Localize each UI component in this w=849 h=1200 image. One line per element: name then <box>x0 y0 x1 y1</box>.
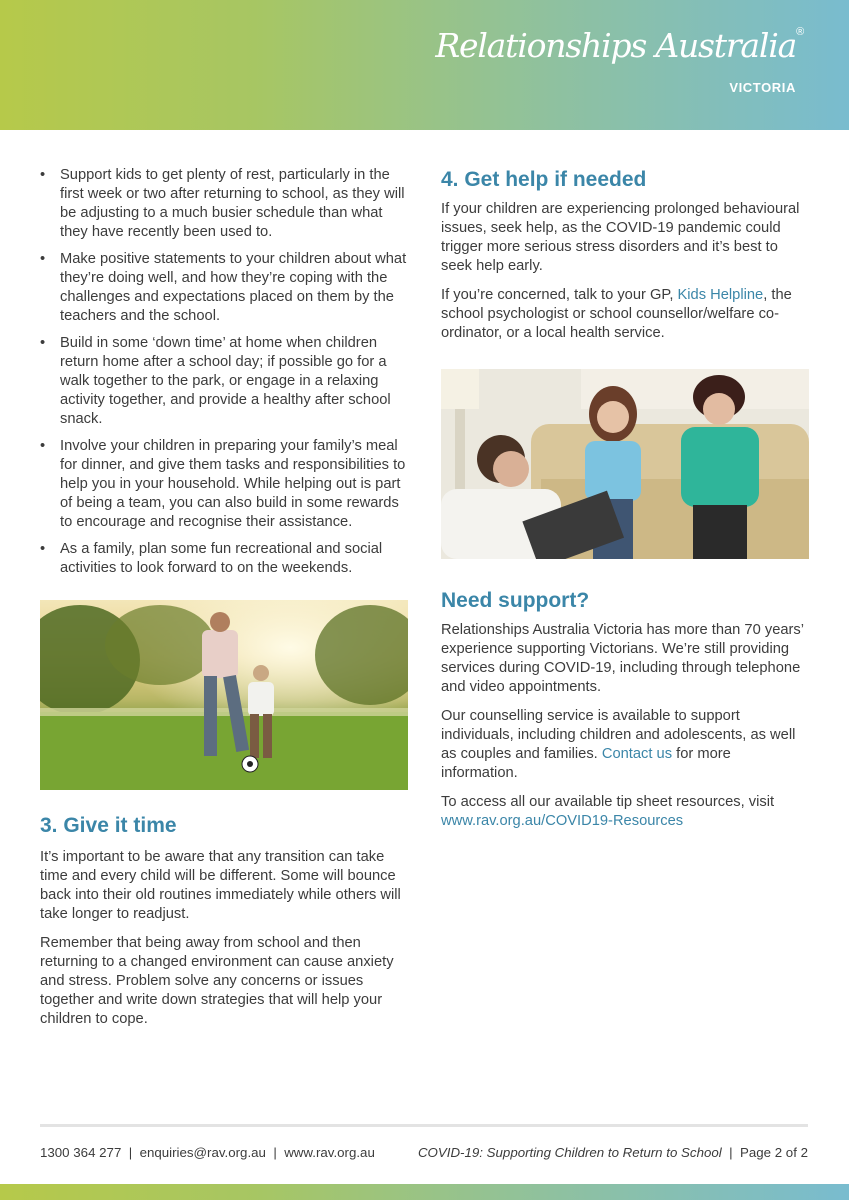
support-text-end: for more information. <box>441 746 731 781</box>
father-son-soccer-photo <box>40 600 408 790</box>
section-4-text-start: If you’re concerned, talk to your GP, <box>441 287 678 303</box>
page-bottom-bar <box>0 1184 849 1200</box>
footer-email[interactable]: enquiries@rav.org.au <box>139 1145 266 1160</box>
bullet-item-involve-children <box>40 437 408 532</box>
footer-document-title: COVID-19: Supporting Children to Return to School <box>417 1145 722 1160</box>
bullet-text: Support kids to get plenty of rest, particularly in the first week or two after returning to school, as they will be adjusting to a much busier schedule than what they have recently been used to. <box>60 167 405 240</box>
bullet-text: As a family, plan some fun recreational and social activities to look forward to on the weekends. <box>60 541 383 576</box>
bullet-dot-icon: • <box>40 167 46 183</box>
support-text-start: Our counselling service is available to support individuals, including children and adolescents, as well as couples and families. <box>441 708 796 762</box>
section-4-paragraph-2 <box>441 286 809 343</box>
logo-subtitle-victoria: VICTORIA <box>729 80 796 95</box>
bullet-dot-icon: • <box>40 438 46 454</box>
bullet-item-down-time <box>40 334 408 429</box>
contact-us-link[interactable]: Contact us <box>601 746 673 762</box>
section-3-paragraph-1: It’s important to be aware that any transition can take time and every child will be different. Some will bounce back into their old routines immediately while others will take longer to readjust. <box>40 849 401 922</box>
section-4-paragraph-1: If your children are experiencing prolonged behavioural issues, seek help, as the COVID-19 pandemic could trigger more serious stress disorders and it’s best to seek help early. <box>441 201 800 274</box>
kids-helpline-link[interactable]: Kids Helpline <box>677 287 764 303</box>
relationships-australia-logo <box>435 26 803 65</box>
footer-divider <box>40 1124 808 1127</box>
logo-registered-mark: ® <box>796 26 803 38</box>
page-header-banner <box>0 0 849 130</box>
support-paragraph-2 <box>441 707 809 783</box>
footer-page-number: Page 2 of 2 <box>739 1145 808 1160</box>
left-column <box>40 166 408 1029</box>
support-paragraph-1: Relationships Australia Victoria has more than 70 years’ experience supporting Victorians. We’re still providing services during COVID-19, including through telephone and video appointments. <box>441 622 804 695</box>
bullet-dot-icon: • <box>40 541 46 557</box>
footer-separator: | <box>128 1145 133 1160</box>
right-column <box>441 166 809 831</box>
page-footer <box>40 1145 808 1160</box>
support-resources-text: To access all our available tip sheet resources, visit <box>441 794 775 810</box>
footer-website[interactable]: www.rav.org.au <box>284 1145 375 1160</box>
bullet-item-family-activities <box>40 540 408 578</box>
bullet-dot-icon: • <box>40 335 46 351</box>
footer-right <box>418 1145 808 1160</box>
footer-separator: | <box>273 1145 277 1160</box>
counselling-session-photo <box>441 369 809 559</box>
bullet-item-rest <box>40 166 408 242</box>
bullet-text: Make positive statements to your children about what they’re doing well, and how they’re coping with the challenges and expectations placed on them by the teachers and the school. <box>60 251 407 324</box>
need-support-heading: Need support? <box>441 589 590 612</box>
bullet-dot-icon: • <box>40 251 46 267</box>
support-paragraph-3 <box>441 793 809 831</box>
footer-phone[interactable]: 1300 364 277 <box>40 1145 122 1160</box>
park-scene-illustration <box>40 600 408 790</box>
covid19-resources-link[interactable]: www.rav.org.au/COVID19-Resources <box>441 813 684 829</box>
section-4-heading: 4. Get help if needed <box>441 168 647 191</box>
section-3-heading: 3. Give it time <box>40 814 177 837</box>
tips-bullet-list <box>40 166 408 578</box>
counselling-scene-illustration <box>441 369 809 559</box>
bullet-item-positive-statements <box>40 250 408 326</box>
bullet-text: Involve your children in preparing your family’s meal for dinner, and give them tasks and responsibilities to help you in your household. While helping out is part of being a team, you can also build in some rewards to encourage and recognise their assistance. <box>60 438 406 530</box>
section-4-text-end: , the school psychologist or school counsellor/welfare co-ordinator, or a local health service. <box>441 287 792 341</box>
footer-separator: | <box>729 1145 733 1160</box>
bullet-text: Build in some ‘down time’ at home when children return home after a school day; if possible go for a walk together to the park, or engage in a relaxing activity together, and provide a healthy after school snack. <box>60 335 391 427</box>
logo-wordmark: Relationships Australia <box>435 26 797 65</box>
section-3-paragraph-2: Remember that being away from school and then returning to a changed environment can cause anxiety and stress. Problem solve any concerns or issues together and write down strategies that will help your children to cope. <box>40 935 394 1027</box>
